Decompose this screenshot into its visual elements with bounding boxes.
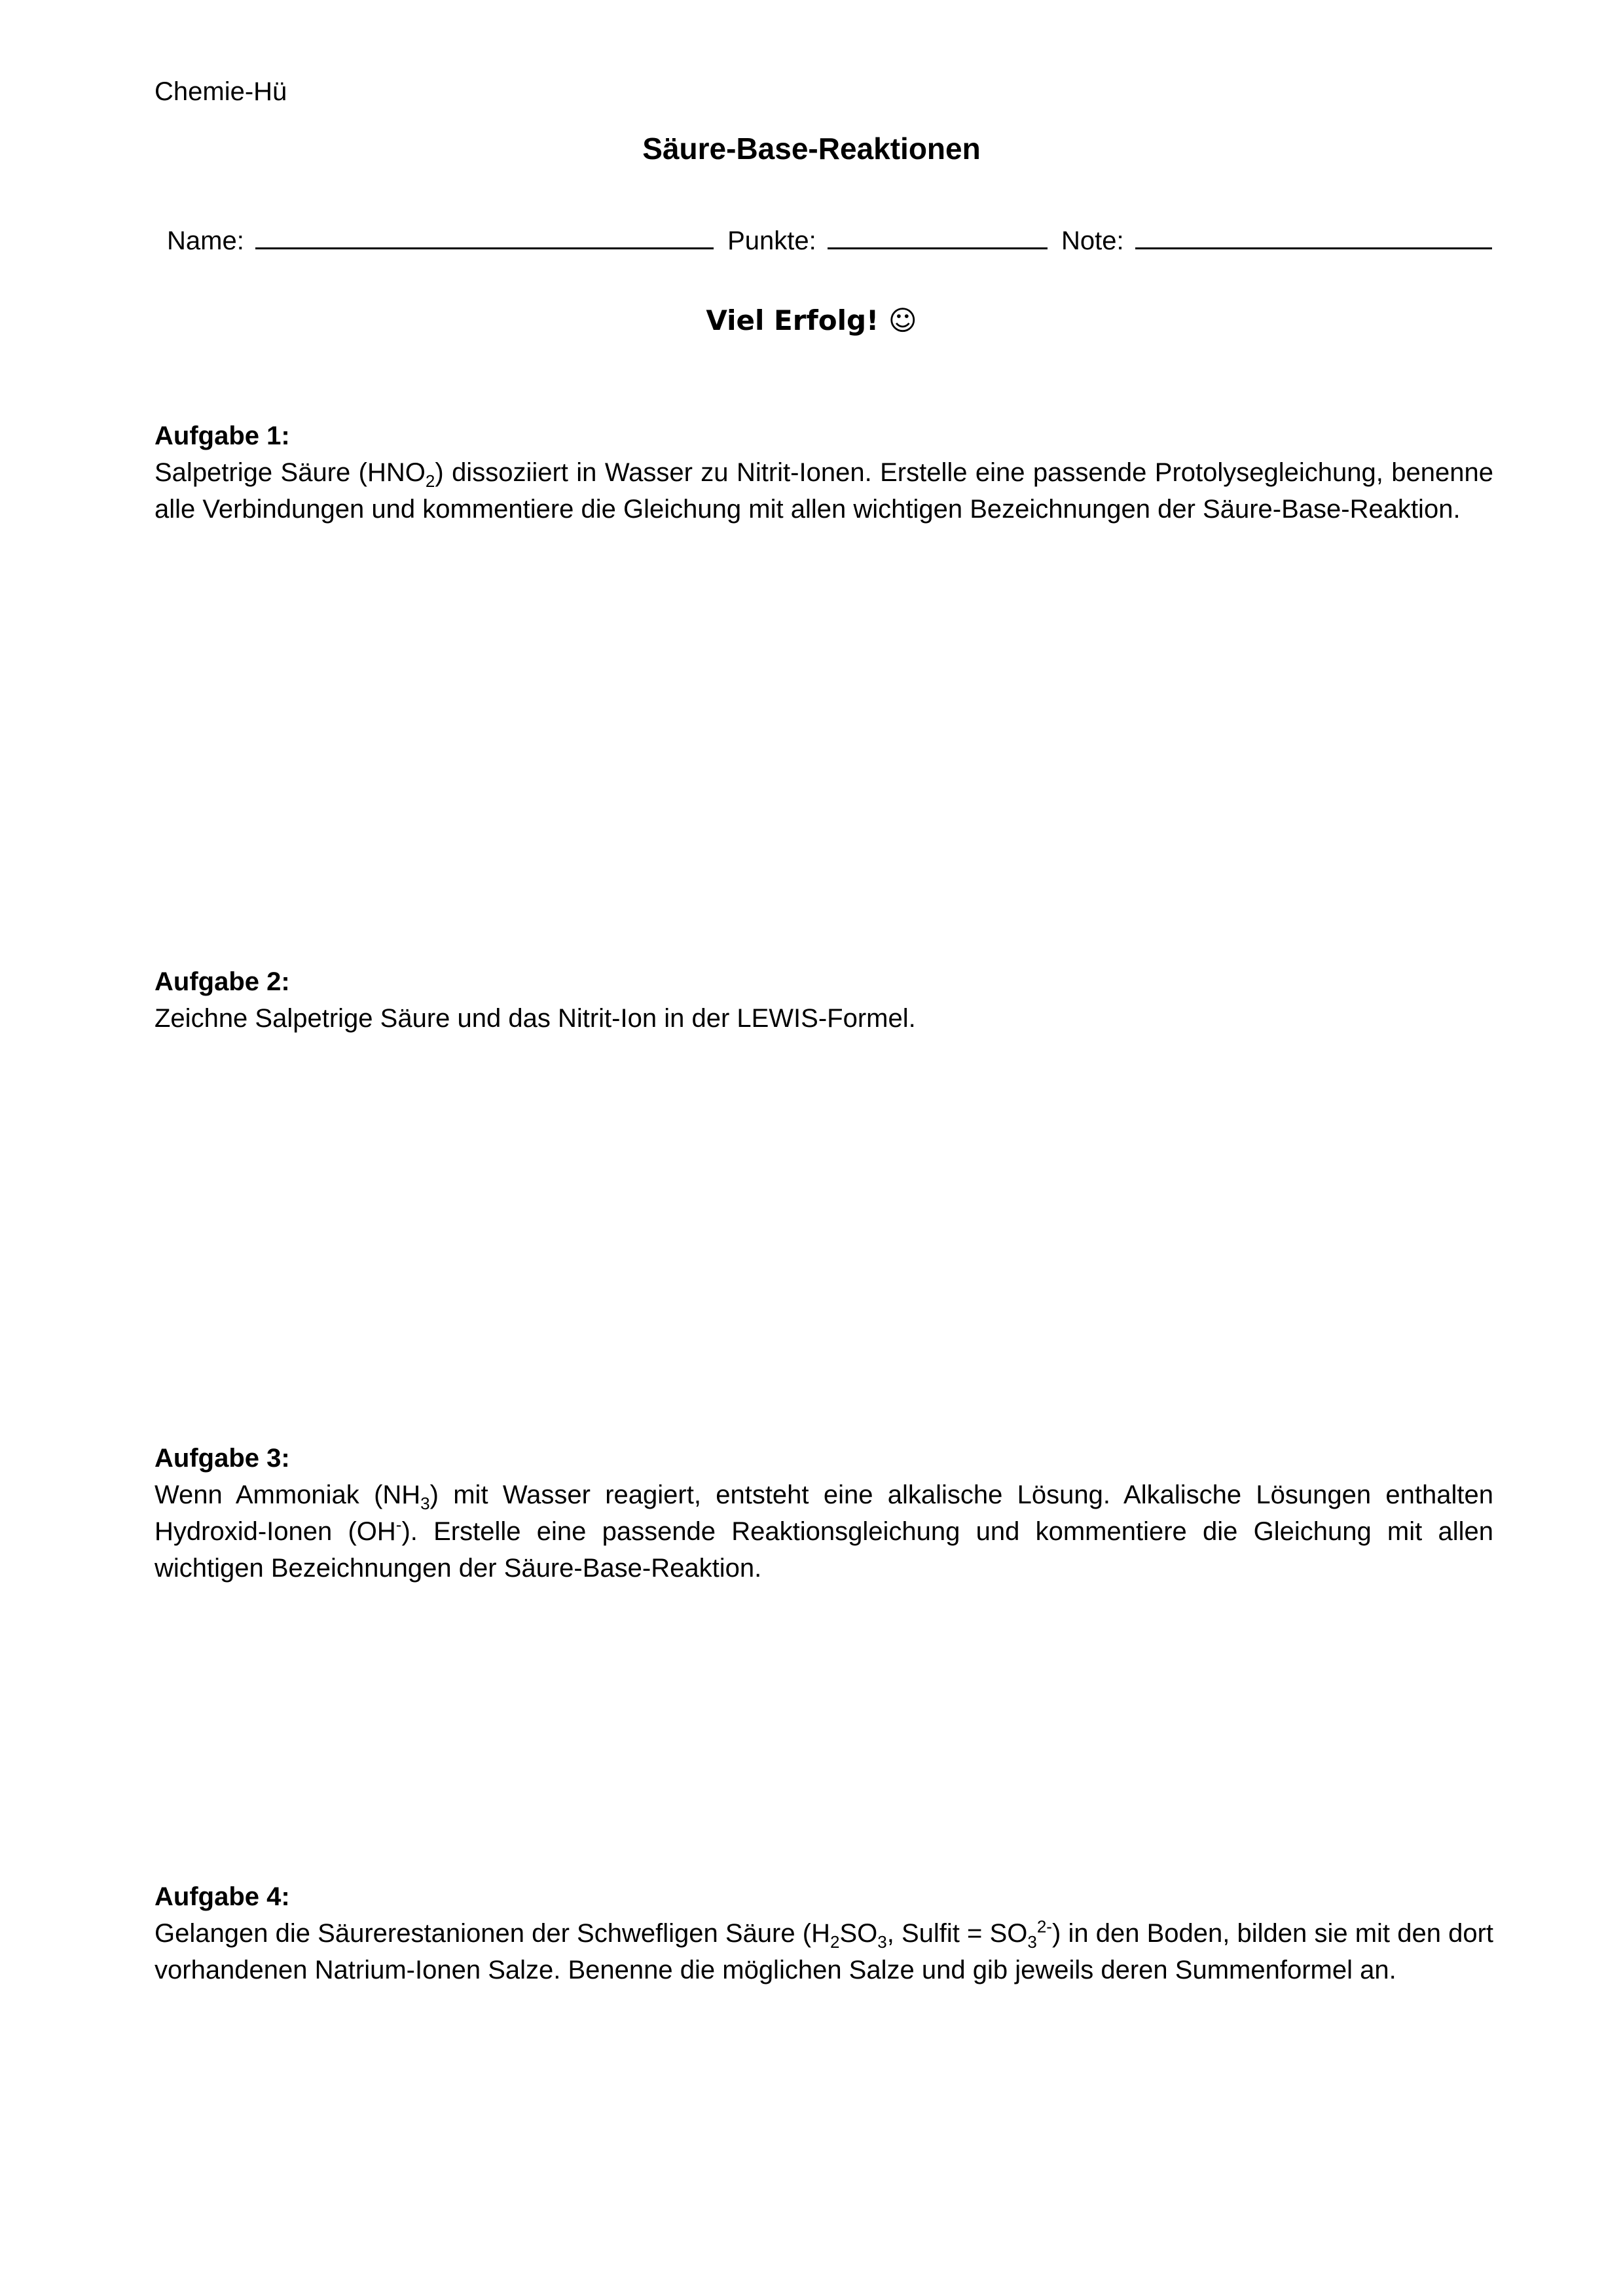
name-input-line[interactable] — [255, 221, 714, 249]
page-title: Säure-Base-Reaktionen — [642, 132, 981, 166]
grade-input-line[interactable] — [1135, 221, 1492, 249]
task-1-text: Salpetrige Säure $(HNO_2)$ dissoziiert in Wasser zu Nitrit-Ionen. Erstelle eine passende Protolysegleichung, benenne alle Verbindungen und kommentiere die Gleichung mit allen wichtigen Bezeichnungen der Säure-Base-Reaktion. — [155, 458, 1493, 524]
course-header: Chemie-Hü — [155, 77, 287, 106]
task-2-text: Zeichne Salpetrige Säure und das Nitrit-Ion in der LEWIS-Formel. — [155, 1004, 916, 1033]
name-label: Name: — [167, 226, 244, 255]
task-4-label: Aufgabe 4: — [155, 1882, 290, 1911]
task-1 — [155, 418, 1493, 528]
task-3 — [155, 1440, 1493, 1587]
points-label: Punkte: — [727, 226, 816, 255]
task-4-text: Gelangen die Säurerestanionen der Schwefligen Säure ($H_2SO_3$, Sulfit = $SO_3^{2-}$) in den Boden, bilden sie mit den dort vorhandenen Natrium-Ionen Salze. Benenne die möglichen Salze und gib jeweils deren Summenformel an. — [155, 1916, 1494, 1984]
task-4 — [155, 1878, 1493, 1988]
good-luck-message: Viel Erfolg! ☺ — [706, 304, 917, 336]
task-1-label: Aufgabe 1: — [155, 422, 290, 450]
points-input-line[interactable] — [828, 221, 1048, 249]
student-info-fields — [167, 221, 1476, 256]
grade-label: Note: — [1061, 226, 1124, 255]
task-3-label: Aufgabe 3: — [155, 1444, 290, 1473]
task-3-text: Wenn Ammoniak $(NH_3)$ mit Wasser reagiert, entsteht eine alkalische Lösung. Alkalische Lösungen enthalten Hydroxid-Ionen (OH-). Erstelle eine passende Reaktionsgleichung und kommentiere die Gleichung mit allen wichtigen Bezeichnungen der Säure-Base-Reaktion. — [155, 1480, 1494, 1583]
task-2-label: Aufgabe 2: — [155, 967, 290, 996]
task-2 — [155, 963, 1493, 1037]
